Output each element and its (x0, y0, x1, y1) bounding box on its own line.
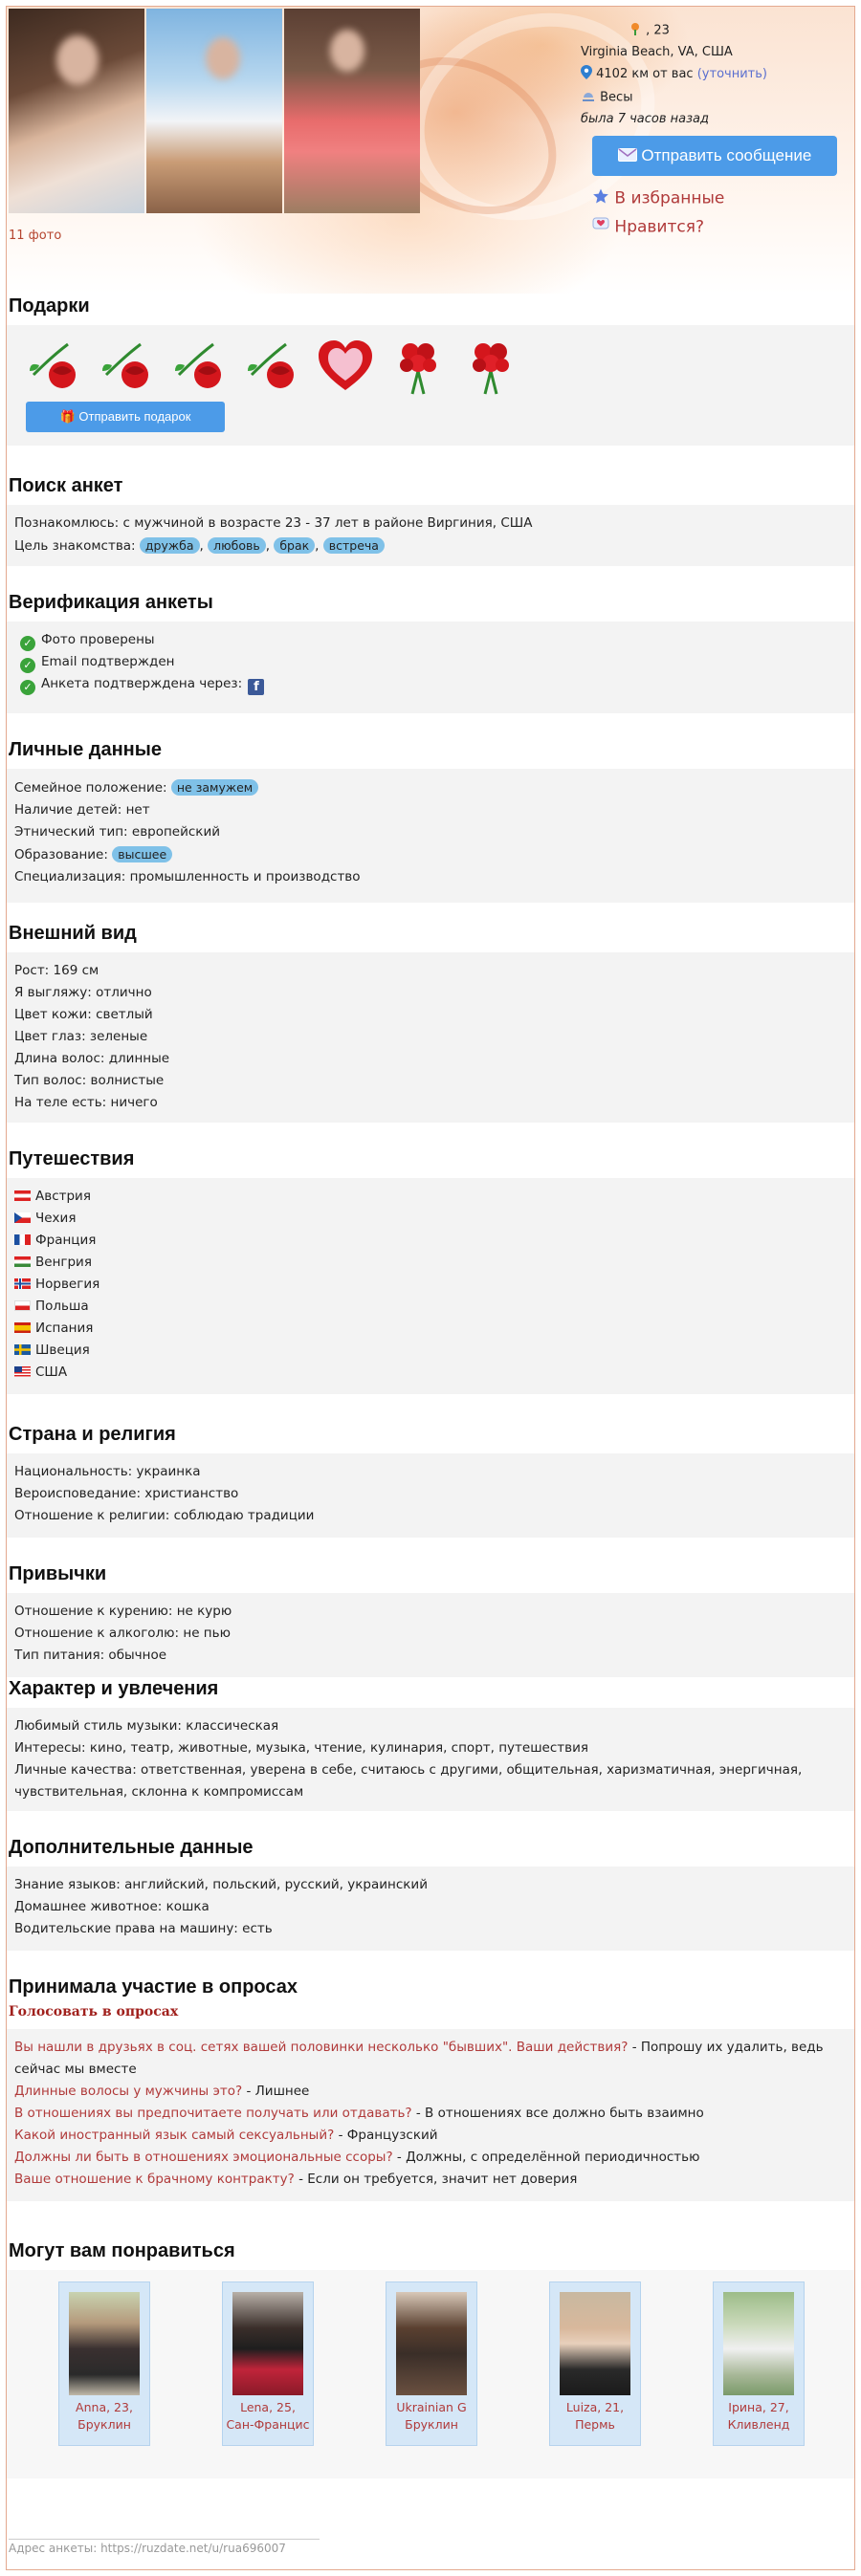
location-text: Virginia Beach, VA, США (581, 45, 733, 59)
goal-tag: брак (274, 537, 315, 554)
hungary-flag-icon (14, 1256, 31, 1267)
travel-country: Испания (14, 1318, 849, 1340)
send-message-label: Отправить сообщение (641, 146, 812, 164)
rose-gift-icon[interactable] (97, 337, 158, 396)
character-row: Любимый стиль музыки: классическая (14, 1718, 279, 1734)
heart-candy-gift-icon[interactable] (315, 337, 376, 396)
envelope-icon (618, 137, 637, 177)
character-row: Личные качества: ответственная, уверена в себе, считаюсь с другими, общительная, харизматичная, энергичная, (14, 1762, 803, 1778)
specialization-row: Специализация: промышленность и производство (14, 869, 361, 884)
ethnic-row: Этнический тип: европейский (14, 824, 221, 840)
map-pin-icon (581, 65, 592, 83)
add-favorite-link[interactable] (592, 187, 849, 209)
add-favorite-label: В избранные (614, 188, 725, 208)
send-message-button[interactable] (592, 136, 837, 176)
france-flag-icon (14, 1234, 31, 1245)
appearance-body (7, 952, 855, 1123)
gifts-body (7, 325, 855, 446)
suggested-profile-name[interactable]: Luiza, 21, (565, 2400, 625, 2414)
appearance-row: Рост: 169 см (14, 963, 99, 978)
last-seen-text: была 7 часов назад (581, 112, 709, 126)
suggested-profile-photo[interactable] (396, 2292, 467, 2395)
travel-country: США (14, 1362, 849, 1384)
poll-question-link[interactable]: Вы нашли в друзьях в соц. сетях вашей половинки несколько "бывших". Ваши действия? (14, 2040, 629, 2055)
religion-title: Страна и религия (9, 1424, 176, 1445)
poll-question-link[interactable]: В отношениях вы предпочитаете получать или отдавать? (14, 2106, 412, 2121)
suggestions-section (7, 2240, 855, 2478)
personal-title: Личные данные (9, 739, 162, 760)
religion-row: Вероисповедание: христианство (14, 1486, 239, 1501)
poll-question-link[interactable]: Ваше отношение к брачному контракту? (14, 2172, 295, 2187)
personal-section (7, 739, 855, 903)
marital-row: Семейное положение: не замужем (14, 776, 849, 799)
religion-row: Национальность: украинка (14, 1464, 201, 1479)
suggested-profile-name[interactable]: Anna, 23, (76, 2400, 133, 2414)
polls-section (7, 1976, 855, 2201)
zodiac-row (581, 89, 849, 106)
search-section (7, 475, 855, 566)
clarify-location-link[interactable]: (уточнить) (696, 67, 767, 81)
travel-country: Франция (14, 1230, 849, 1252)
appearance-section (7, 923, 855, 1123)
spain-flag-icon (14, 1322, 31, 1333)
goal-tag: встреча (323, 537, 385, 554)
appearance-row: Я выгляжу: отлично (14, 985, 152, 1000)
travel-country: Швеция (14, 1340, 849, 1362)
suggested-profile-name[interactable]: Lena, 25, (240, 2400, 296, 2414)
rose-gift-icon[interactable] (169, 337, 231, 396)
suggested-profile-city: Сан-Францис (226, 2417, 310, 2432)
suggested-profile-card[interactable] (222, 2281, 314, 2446)
appearance-row: На теле есть: ничего (14, 1095, 158, 1110)
suggestions-title: Могут вам понравиться (9, 2240, 235, 2261)
suggested-profile-city: Кливленд (727, 2417, 790, 2432)
suggestion-grid (14, 2281, 849, 2446)
search-title: Поиск анкет (9, 475, 123, 496)
poll-item: Какой иностранный язык самый сексуальный? - Французский (14, 2128, 438, 2143)
search-body (7, 505, 855, 566)
travel-country: Австрия (14, 1186, 849, 1208)
zodiac-text: Весы (600, 90, 633, 105)
education-tag: высшее (112, 846, 172, 862)
extra-row: Домашнее животное: кошка (14, 1899, 210, 1914)
travel-country: Венгрия (14, 1252, 849, 1274)
poll-item: сейчас мы вместе (14, 2062, 137, 2077)
suggested-profile-card[interactable] (386, 2281, 477, 2446)
bouquet-gift-icon[interactable] (460, 337, 521, 396)
travel-country: Норвегия (14, 1274, 849, 1296)
travel-body (7, 1178, 855, 1394)
suggested-profile-city: Пермь (575, 2417, 615, 2432)
poll-question-link[interactable]: Какой иностранный язык самый сексуальный? (14, 2128, 335, 2143)
norway-flag-icon (14, 1278, 31, 1289)
character-row: чувствительная, склонна к компромиссам (14, 1784, 304, 1800)
poll-question-link[interactable]: Должны ли быть в отношениях эмоциональные ссоры? (14, 2150, 393, 2165)
travel-title: Путешествия (9, 1148, 135, 1169)
religion-row: Отношение к религии: соблюдаю традиции (14, 1508, 315, 1523)
extra-row: Водительские права на машину: есть (14, 1921, 273, 1936)
profile-photo[interactable] (146, 9, 282, 213)
profile-address: Адрес анкеты: https://ruzdate.net/u/rua696007 (9, 2539, 320, 2555)
libra-zodiac-icon (581, 89, 596, 106)
poll-item: Должны ли быть в отношениях эмоциональные ссоры? - Должны, с определённой периодичностью (14, 2150, 700, 2165)
verification-body (7, 622, 855, 713)
facebook-icon: f (248, 679, 264, 695)
personal-body (7, 769, 855, 903)
age-text: , 23 (646, 23, 670, 38)
suggested-profile-card[interactable] (58, 2281, 150, 2446)
travel-country: Чехия (14, 1208, 849, 1230)
suggested-profile-card[interactable] (549, 2281, 641, 2446)
marital-tag: не замужем (171, 779, 258, 796)
send-gift-label: Отправить подарок (78, 409, 191, 424)
character-title: Характер и увлечения (9, 1678, 219, 1699)
verification-item: ✓ Фото проверены (20, 629, 849, 651)
photo-strip (9, 9, 420, 213)
extra-section (7, 1837, 855, 1951)
suggested-profile-photo[interactable] (723, 2292, 794, 2395)
character-row: Интересы: кино, театр, животные, музыка, чтение, кулинария, спорт, путешествия (14, 1740, 588, 1756)
habits-row: Отношение к алкоголю: не пью (14, 1626, 231, 1641)
star-icon (592, 187, 609, 209)
check-icon: ✓ (20, 680, 35, 695)
gift-list (14, 337, 849, 396)
appearance-row: Цвет глаз: зеленые (14, 1029, 148, 1044)
suggestions-body (7, 2270, 855, 2478)
profile-photo[interactable] (284, 9, 420, 213)
travel-section (7, 1148, 855, 1394)
vote-in-polls-link[interactable]: Голосовать в опросах (9, 2004, 179, 2019)
poll-item: Длинные волосы у мужчины это? - Лишнее (14, 2084, 310, 2099)
check-icon: ✓ (20, 636, 35, 651)
profile-page (6, 6, 855, 2570)
profile-photo[interactable] (9, 9, 144, 213)
suggested-profile-photo[interactable] (560, 2292, 630, 2395)
search-criteria: Познакомлюсь: с мужчиной в возрасте 23 - 37 лет в районе Виргиния, США (14, 515, 533, 531)
check-icon: ✓ (20, 658, 35, 673)
gifts-section (7, 295, 855, 446)
dating-goal-row: Цель знакомства: дружба , любовь , брак , встреча (14, 535, 849, 557)
habits-row: Отношение к курению: не курю (14, 1604, 232, 1619)
religion-body (7, 1453, 855, 1538)
austria-flag-icon (14, 1190, 31, 1201)
habits-title: Привычки (9, 1563, 107, 1584)
distance-row (581, 65, 849, 83)
verification-item: ✓ Анкета подтверждена через: f (20, 673, 849, 695)
distance-text: 4102 км от вас (596, 67, 694, 81)
appearance-row: Цвет кожи: светлый (14, 1007, 153, 1022)
children-row: Наличие детей: нет (14, 802, 150, 818)
like-link[interactable] (592, 217, 849, 237)
suggested-profile-name[interactable]: Ірина, 27, (728, 2400, 789, 2414)
usa-flag-icon (14, 1366, 31, 1377)
extra-row: Знание языков: английский, польский, русский, украинский (14, 1877, 428, 1892)
sweden-flag-icon (14, 1344, 31, 1355)
poland-flag-icon (14, 1300, 31, 1311)
suggested-profile-name[interactable]: Ukrainian G (396, 2400, 467, 2414)
suggested-profile-city: Бруклин (405, 2417, 458, 2432)
appearance-title: Внешний вид (9, 923, 137, 944)
verification-title: Верификация анкеты (9, 592, 213, 613)
travel-country: Польша (14, 1296, 849, 1318)
goal-tag: любовь (208, 537, 266, 554)
habits-section (7, 1563, 855, 1677)
character-body (7, 1708, 855, 1811)
poll-item: В отношениях вы предпочитаете получать или отдавать? - В отношениях все должно быть взаимно (14, 2106, 704, 2121)
suggested-profile-photo[interactable] (69, 2292, 140, 2395)
flower-icon (629, 22, 642, 39)
suggested-profile-city: Бруклин (77, 2417, 131, 2432)
age-row (581, 22, 849, 39)
habits-body (7, 1593, 855, 1677)
profile-info (581, 22, 849, 237)
dating-goal-label: Цель знакомства: (14, 538, 136, 554)
verification-item: ✓ Email подтвержден (20, 651, 849, 673)
verification-section (7, 592, 855, 713)
goal-tag: дружба (140, 537, 200, 554)
heart-chat-icon (592, 217, 609, 237)
gift-box-icon: 🎁 (59, 409, 76, 424)
polls-body (7, 2029, 855, 2201)
poll-question-link[interactable]: Длинные волосы у мужчины это? (14, 2084, 243, 2099)
poll-item: Вы нашли в друзьях в соц. сетях вашей половинки несколько "бывших". Ваши действия? - Попрошу их удалить, ведь (14, 2040, 824, 2055)
suggested-profile-card[interactable] (713, 2281, 805, 2446)
appearance-row: Длина волос: длинные (14, 1051, 170, 1066)
send-gift-button[interactable] (26, 402, 225, 432)
religion-section (7, 1424, 855, 1538)
extra-title: Дополнительные данные (9, 1837, 254, 1858)
appearance-row: Тип волос: волнистые (14, 1073, 165, 1088)
education-row: Образование: высшее (14, 843, 849, 866)
gifts-title: Подарки (9, 295, 90, 317)
poll-item: Ваше отношение к брачному контракту? - Если он требуется, значит нет доверия (14, 2172, 578, 2187)
rose-gift-icon[interactable] (24, 337, 85, 396)
photo-count-link[interactable]: 11 фото (9, 229, 62, 243)
character-section (7, 1678, 855, 1811)
profile-header (7, 7, 855, 294)
like-label: Нравится? (614, 217, 704, 237)
habits-row: Тип питания: обычное (14, 1648, 167, 1663)
czech-flag-icon (14, 1212, 31, 1223)
extra-body (7, 1867, 855, 1951)
suggested-profile-photo[interactable] (232, 2292, 303, 2395)
polls-title: Принимала участие в опросах (9, 1976, 298, 1997)
rose-gift-icon[interactable] (242, 337, 303, 396)
bouquet-gift-icon[interactable] (387, 337, 449, 396)
